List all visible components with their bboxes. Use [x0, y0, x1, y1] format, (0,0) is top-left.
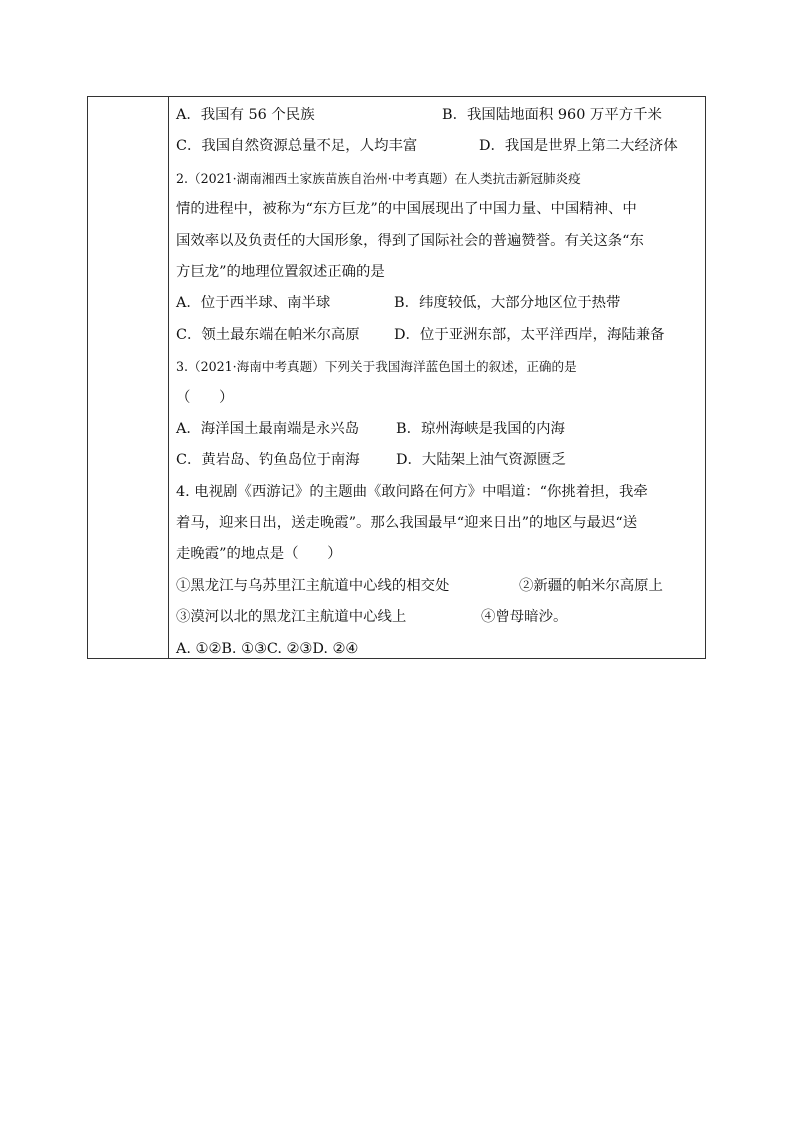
q3-stem-line-1: 3.（2021·海南中考真题）下列关于我国海洋蓝色国土的叙述，正确的是 — [176, 359, 577, 375]
q4-item-2: ②新疆的帕米尔高原上 — [519, 577, 663, 594]
q2-options-row-2 — [176, 320, 699, 351]
q3-options-row-1 — [176, 414, 699, 445]
q2-option-c: C．领土最东端在帕米尔高原 — [176, 326, 360, 343]
q4-item-4: ④曾母暗沙。 — [481, 609, 568, 626]
q2-option-a: A．位于西半球、南半球 — [176, 295, 331, 312]
q1-option-d: D．我国是世界上第二大经济体 — [479, 138, 678, 155]
q2-stem-line-3: 国效率以及负责任的大国形象，得到了国际社会的普遍赞誉。有关这条“东 — [176, 232, 644, 249]
q3-option-c: C．黄岩岛、钓鱼岛位于南海 — [176, 452, 360, 469]
q3-option-b: B．琼州海峡是我国的内海 — [396, 420, 565, 437]
q2-stem-line-2: 情的进程中，被称为“东方巨龙”的中国展现出了中国力量、中国精神、中 — [176, 201, 637, 218]
table-content-cell — [169, 97, 705, 658]
q2-stem-line-1: 2.（2021·湖南湘西土家族苗族自治州·中考真题）在人类抗击新冠肺炎疫 — [176, 170, 581, 186]
q4-item-1: ①黑龙江与乌苏里江主航道中心线的相交处 — [176, 577, 450, 594]
q3-option-d: D．大陆架上油气资源匮乏 — [396, 452, 566, 469]
q4-stem-line-2: 着马，迎来日出，送走晚霞”。那么我国最早“迎来日出”的地区与最迟“送 — [176, 515, 638, 532]
q2-option-d: D．位于亚洲东部，太平洋西岸，海陆兼备 — [394, 326, 665, 343]
q3-option-a: A．海洋国土最南端是永兴岛 — [176, 420, 360, 437]
q3-stem-line-2: （ ） — [176, 389, 234, 406]
table-left-cell — [88, 97, 169, 658]
q4-items-row-1 — [176, 571, 699, 602]
question-table — [87, 96, 706, 659]
q4-item-3: ③漠河以北的黑龙江主航道中心线上 — [176, 609, 407, 626]
q2-option-b: B．纬度较低，大部分地区位于热带 — [394, 295, 621, 312]
q4-stem-line-1: 4. 电视剧《西游记》的主题曲《敢问路在何方》中唱道：“你挑着担，我牵 — [176, 483, 648, 500]
q4-stem-line-3: 走晚霞”的地点是（ ） — [176, 546, 342, 563]
q2-options-row-1 — [176, 288, 699, 319]
q4-choices-row: A. ①②B. ①③C. ②③D. ②④ — [176, 640, 359, 657]
q1-option-c: C．我国自然资源总量不足，人均丰富 — [176, 138, 418, 155]
q4-items-row-2 — [176, 602, 699, 633]
q1-options-row-2 — [176, 131, 699, 162]
q3-options-row-2 — [176, 445, 699, 476]
q1-option-a: A．我国有 56 个民族 — [176, 107, 315, 123]
q1-option-b: B．我国陆地面积 960 万平方千米 — [442, 107, 662, 123]
q1-options-row-1 — [176, 100, 699, 131]
q2-stem-line-4: 方巨龙”的地理位置叙述正确的是 — [176, 263, 385, 280]
